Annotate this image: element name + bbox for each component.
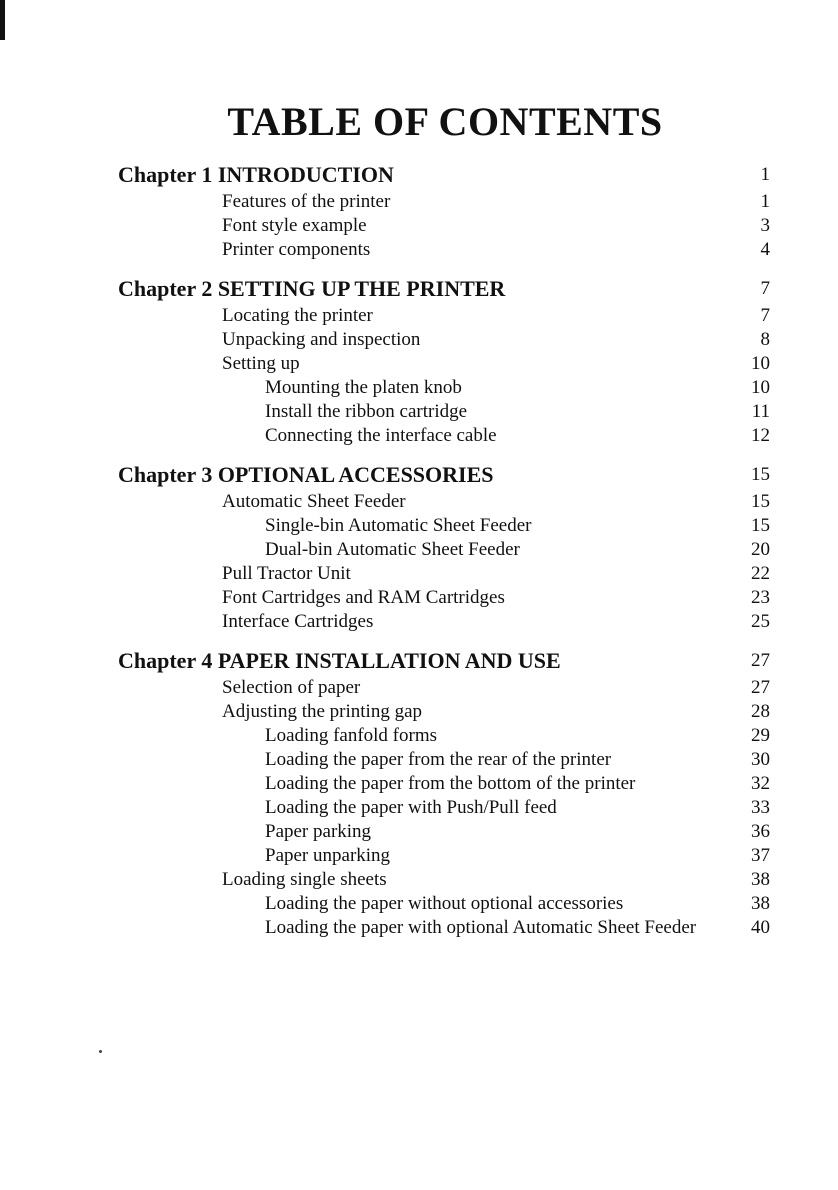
entry-title: Loading the paper without optional accessories — [265, 893, 624, 914]
entry-title: Loading single sheets — [222, 869, 387, 890]
page-number: 12 — [751, 425, 770, 446]
chapter-3-heading[interactable] — [0, 460, 838, 490]
page-number: 37 — [751, 845, 770, 866]
scan-speck — [99, 1050, 102, 1053]
toc-entry[interactable] — [0, 610, 838, 634]
toc-subentry[interactable] — [0, 796, 838, 820]
page-number: 15 — [751, 491, 770, 512]
toc-subentry[interactable] — [0, 820, 838, 844]
entry-title: Loading the paper from the rear of the printer — [265, 749, 612, 770]
entry-title: Loading fanfold forms — [265, 725, 438, 746]
page-number: 38 — [751, 869, 770, 890]
chapter-1-heading[interactable] — [0, 160, 838, 190]
entry-title: Paper unparking — [265, 845, 391, 866]
toc-entry[interactable] — [0, 490, 838, 514]
toc-subentry[interactable] — [0, 892, 838, 916]
page-number: 15 — [751, 515, 770, 536]
chapter-title: Chapter 1 INTRODUCTION — [118, 162, 394, 187]
entry-title: Loading the paper with Push/Pull feed — [265, 797, 557, 818]
entry-title: Unpacking and inspection — [222, 329, 421, 350]
toc-subentry[interactable] — [0, 400, 838, 424]
toc-subentry[interactable] — [0, 538, 838, 562]
table-of-contents — [0, 160, 838, 940]
toc-subentry[interactable] — [0, 844, 838, 868]
page-number: 28 — [751, 701, 770, 722]
entry-title: Font style example — [222, 215, 367, 236]
entry-title: Single-bin Automatic Sheet Feeder — [265, 515, 532, 536]
chapter-4-heading[interactable] — [0, 646, 838, 676]
toc-subentry[interactable] — [0, 916, 838, 940]
toc-entry[interactable] — [0, 562, 838, 586]
chapter-2-heading[interactable] — [0, 274, 838, 304]
page-number: 10 — [751, 377, 770, 398]
page-number: 7 — [760, 305, 770, 326]
page-number: 15 — [751, 464, 770, 485]
page-number: 30 — [751, 749, 770, 770]
toc-subentry[interactable] — [0, 724, 838, 748]
page-number: 3 — [760, 215, 770, 236]
toc-subentry[interactable] — [0, 514, 838, 538]
page-number: 40 — [751, 917, 770, 938]
entry-title: Connecting the interface cable — [265, 425, 497, 446]
page-number: 33 — [751, 797, 770, 818]
entry-title: Paper parking — [265, 821, 372, 842]
page-number: 4 — [760, 239, 770, 260]
entry-title: Font Cartridges and RAM Cartridges — [222, 587, 505, 608]
page-number: 7 — [760, 278, 770, 299]
toc-entry[interactable] — [0, 214, 838, 238]
page-title: TABLE OF CONTENTS — [227, 99, 663, 144]
page-number: 1 — [760, 191, 770, 212]
page-number: 11 — [751, 401, 770, 422]
entry-title: Locating the printer — [222, 305, 373, 326]
toc-entry[interactable] — [0, 190, 838, 214]
entry-title: Loading the paper from the bottom of the printer — [265, 773, 636, 794]
page-number: 25 — [751, 611, 770, 632]
toc-subentry[interactable] — [0, 424, 838, 448]
entry-title: Install the ribbon cartridge — [265, 401, 468, 422]
page-number: 22 — [751, 563, 770, 584]
toc-entry[interactable] — [0, 868, 838, 892]
toc-subentry[interactable] — [0, 772, 838, 796]
page-number: 32 — [751, 773, 770, 794]
toc-subentry[interactable] — [0, 748, 838, 772]
scan-edge-mark — [0, 0, 5, 40]
toc-entry[interactable] — [0, 352, 838, 376]
entry-title: Dual-bin Automatic Sheet Feeder — [265, 539, 520, 560]
page-number: 23 — [751, 587, 770, 608]
toc-entry[interactable] — [0, 676, 838, 700]
page-number: 10 — [751, 353, 770, 374]
entry-title: Setting up — [222, 353, 300, 374]
toc-entry[interactable] — [0, 328, 838, 352]
toc-entry[interactable] — [0, 586, 838, 610]
page-number: 36 — [751, 821, 770, 842]
chapter-title: Chapter 4 PAPER INSTALLATION AND USE — [118, 648, 561, 673]
toc-entry[interactable] — [0, 700, 838, 724]
entry-title: Loading the paper with optional Automatic Sheet Feeder — [265, 917, 697, 938]
entry-title: Printer components — [222, 239, 371, 260]
entry-title: Pull Tractor Unit — [222, 563, 351, 584]
page-number: 8 — [760, 329, 770, 350]
toc-entry[interactable] — [0, 304, 838, 328]
chapter-title: Chapter 2 SETTING UP THE PRINTER — [118, 276, 506, 301]
chapter-title: Chapter 3 OPTIONAL ACCESSORIES — [118, 462, 494, 487]
page-number: 27 — [751, 650, 770, 671]
entry-title: Selection of paper — [222, 677, 361, 698]
entry-title: Automatic Sheet Feeder — [222, 491, 406, 512]
page-number: 20 — [751, 539, 770, 560]
page-number: 27 — [751, 677, 770, 698]
page-number: 38 — [751, 893, 770, 914]
toc-subentry[interactable] — [0, 376, 838, 400]
toc-entry[interactable] — [0, 238, 838, 262]
entry-title: Features of the printer — [222, 191, 391, 212]
entry-title: Mounting the platen knob — [265, 377, 462, 398]
entry-title: Adjusting the printing gap — [222, 701, 423, 722]
page-number: 29 — [751, 725, 770, 746]
page-number: 1 — [760, 164, 770, 185]
entry-title: Interface Cartridges — [222, 611, 374, 632]
